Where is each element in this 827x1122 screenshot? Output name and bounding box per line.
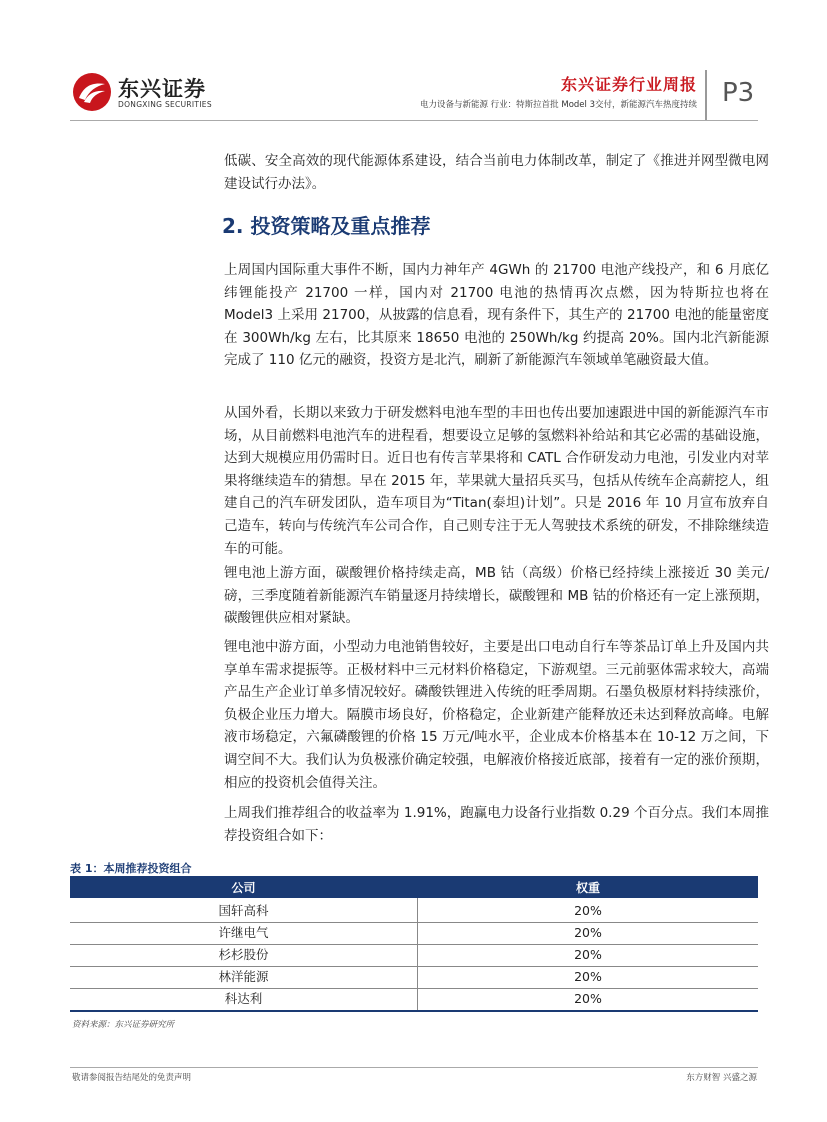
footer-slogan: 东方财智 兴盛之源 — [686, 1073, 757, 1083]
table-cell-weight: 20% — [574, 969, 602, 984]
table-cell-company: 杉杉股份 — [218, 947, 269, 962]
footer-disclaimer: 敬请参阅报告结尾处的免责声明 — [72, 1073, 192, 1083]
report-title: 东兴证券行业周报 — [560, 75, 697, 94]
table-row — [70, 922, 758, 944]
table-header-weight: 权重 — [575, 881, 600, 895]
table-cell-weight: 20% — [574, 903, 602, 918]
table-cell-weight: 20% — [574, 991, 602, 1006]
paragraph-3: 锂电池上游方面，碳酸锂价格持续走高，MB 钴（高级）价格已经持续上涨接近 30 美元/磅，三季度随着新能源汽车销量逐月持续增长，碳酸锂和 MB 钴的价格还有一定上涨预期，碳酸锂供应相对紧缺。 — [224, 565, 769, 627]
table-cell-company: 林洋能源 — [218, 969, 269, 984]
paragraph-2: 从国外看，长期以来致力于研发燃料电池车型的丰田也传出要加速跟进中国的新能源汽车市场，从目前燃料电池汽车的进程看，想要设立足够的氢燃料补给站和其它必需的基础设施，达到大规模应用仍需时日。近日也有传言苹果将和 CATL 合作研发动力电池，引发业内对苹果将继续造车的猜想。早在 2015 年，苹果就大量招兵买马，包括从传统车企高薪挖人，组建自己的汽车研发团队，造车项目为“Titan(泰坦)计划”。只是 2016 年 10 月宣布放弃自己造车，转向与传统汽车公司合作，自己则专注于无人驾驶技术系统的研发，不排除继续造车的可能。 — [224, 405, 769, 557]
paragraph-5: 上周我们推荐组合的收益率为 1.91%，跑赢电力设备行业指数 0.29 个百分点。我们本周推荐投资组合如下： — [224, 805, 769, 844]
table-caption: 表 1：本周推荐投资组合 — [70, 862, 192, 875]
header-rule — [70, 120, 758, 121]
logo-icon — [72, 72, 112, 112]
header-divider — [705, 70, 707, 120]
footer-rule — [70, 1067, 758, 1068]
table-cell-company: 国轩高科 — [218, 903, 269, 918]
table-cell-weight: 20% — [574, 947, 602, 962]
section-title: 2. 投资策略及重点推荐 — [222, 214, 431, 238]
table-header-company: 公司 — [231, 881, 256, 895]
paragraph-1: 上周国内国际重大事件不断，国内力神年产 4GWh 的 21700 电池产线投产，和 6 月底亿纬锂能投产 21700 一样，国内对 21700 电池的热情再次点燃，因为特斯拉也将在 Model3 上采用 21700，从披露的信息看，现有条件下，其生产的 21700 电池的能量密度在 300Wh/kg 左右，比其原来 18650 电池的 250Wh/kg 约提高 20%。国内北汽新能源完成了 110 亿元的融资，投资方是北汽，刷新了新能源汽车领域单笔融资最大值。 — [224, 262, 769, 369]
report-subtitle: 电力设备与新能源 行业：特斯拉首批 Model 3交付，新能源汽车热度持续 — [419, 100, 697, 110]
table-row — [70, 900, 758, 922]
intro-paragraph: 低碳、安全高效的现代能源体系建设，结合当前电力体制改革，制定了《推进并网型微电网建设试行办法》。 — [224, 153, 769, 192]
logo-text-cn: 东兴证券 — [118, 77, 206, 101]
paragraph-4: 锂电池中游方面，小型动力电池销售较好，主要是出口电动自行车等茶品订单上升及国内共享单车需求提振等。正极材料中三元材料价格稳定，下游观望。三元前驱体需求较大，高端产品生产企业订单多情况较好。磷酸铁锂进入传统的旺季周期。石墨负极原材料持续涨价，负极企业压力增大。隔膜市场良好，价格稳定，企业新建产能释放还未达到释放高峰。电解液市场稳定，六氟磷酸锂的价格 15 万元/吨水平，企业成本价格基本在 10-12 万之间，下调空间不大。我们认为负极涨价确定较强，电解液价格接近底部，接着有一定的涨价预期，相应的投资机会值得关注。 — [224, 639, 769, 791]
table-bottom-rule — [70, 1010, 758, 1012]
table-source: 资料来源：东兴证券研究所 — [72, 1020, 175, 1030]
table-row — [70, 988, 758, 1010]
table-cell-company: 许继电气 — [218, 925, 269, 940]
table-cell-company: 科达利 — [224, 991, 263, 1006]
table-cell-weight: 20% — [574, 925, 602, 940]
table-column-divider — [417, 898, 418, 1010]
logo-text-en: DONGXING SECURITIES — [118, 100, 212, 109]
page-number: P3 — [722, 78, 755, 108]
table-row — [70, 944, 758, 966]
table-row — [70, 966, 758, 988]
